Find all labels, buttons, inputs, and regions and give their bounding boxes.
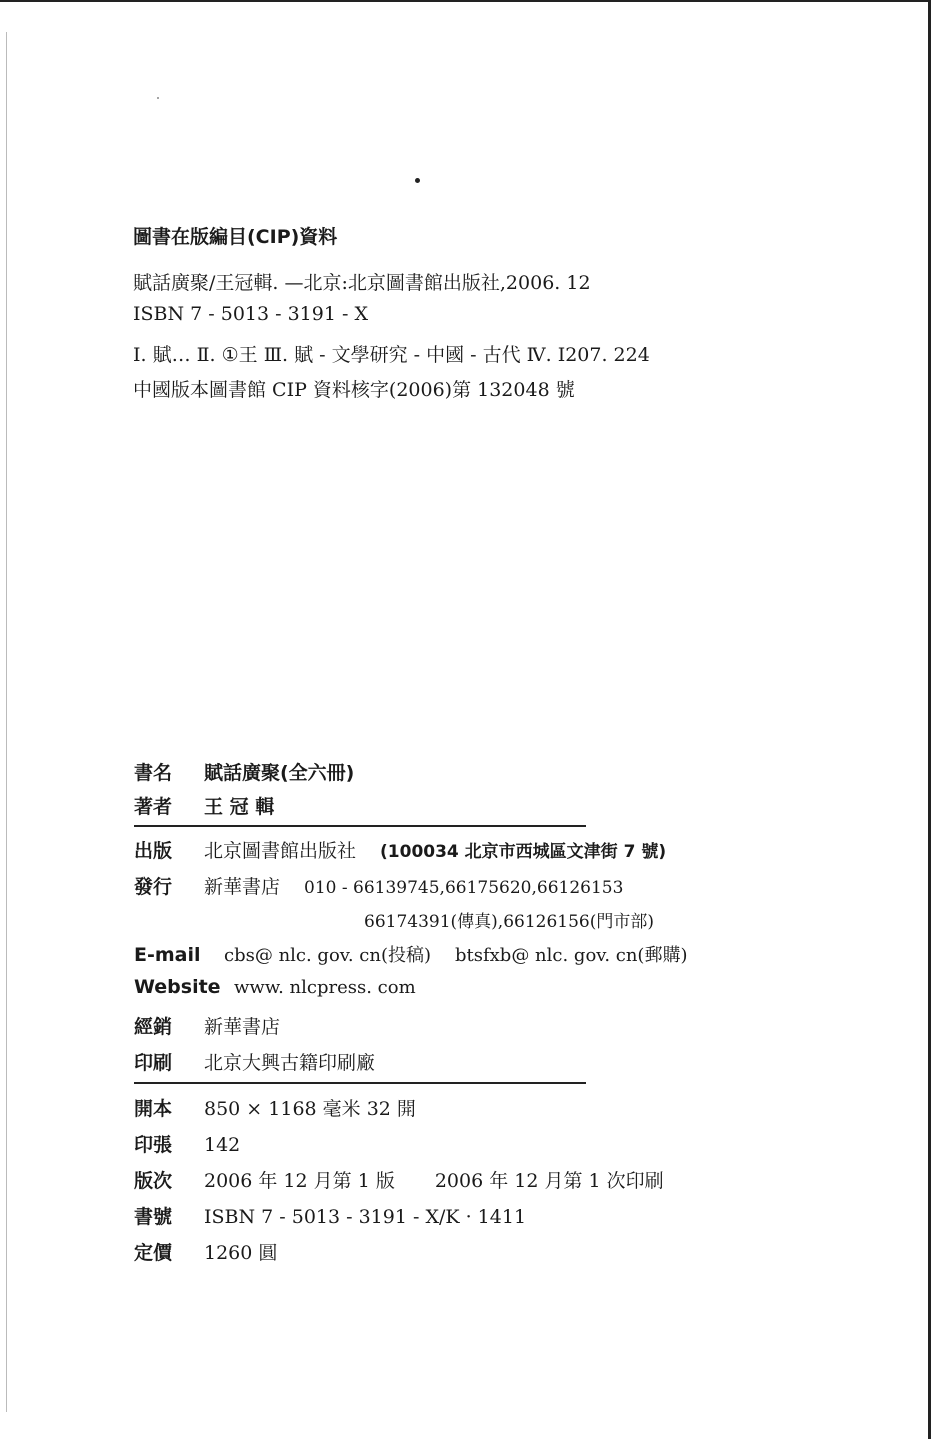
seller-value: 新華書店 [204, 1016, 281, 1038]
cip-classification-line: Ⅰ. 賦… Ⅱ. ①王 Ⅲ. 賦 - 文學研究 - 中國 - 古代 Ⅳ. I207. 224 [133, 344, 650, 366]
sheets-label: 印張 [134, 1134, 173, 1156]
price-row [134, 1238, 277, 1265]
author-row [134, 792, 274, 819]
title-label: 書名 [134, 762, 173, 784]
printer-value: 北京大興古籍印刷廠 [204, 1052, 376, 1074]
email-orders: btsfxb@ nlc. gov. cn(郵購) [455, 945, 688, 966]
publisher-row [134, 836, 666, 863]
isbn-row [134, 1202, 526, 1229]
price-value: 1260 圓 [204, 1242, 278, 1264]
publisher-label: 出版 [134, 840, 173, 862]
speck-dot [157, 97, 159, 99]
seller-row [134, 1012, 280, 1039]
title-value: 賦話廣聚(全六冊) [204, 762, 355, 784]
format-label: 開本 [134, 1098, 173, 1120]
cip-isbn-line: ISBN 7 - 5013 - 3191 - X [133, 303, 368, 325]
distribution-phones-2: 66174391(傳真),66126156(門市部) [364, 912, 654, 932]
email-label: E-mail [134, 944, 201, 966]
isbn-value: ISBN 7 - 5013 - 3191 - X/K · 1411 [204, 1206, 527, 1228]
scan-edge-line [6, 32, 7, 1412]
website-value: www. nlcpress. com [234, 977, 416, 998]
author-label: 著者 [134, 796, 173, 818]
price-label: 定價 [134, 1242, 173, 1264]
printer-row [134, 1048, 375, 1075]
publisher-address: (100034 北京市西城區文津街 7 號) [380, 842, 667, 862]
printer-label: 印刷 [134, 1052, 173, 1074]
edition-row [134, 1166, 664, 1193]
isbn-label: 書號 [134, 1206, 173, 1228]
sheets-row [134, 1130, 240, 1157]
cip-title-line: 賦話廣聚/王冠輯. —北京:北京圖書館出版社,2006. 12 [133, 272, 591, 294]
cip-record-line: 中國版本圖書館 CIP 資料核字(2006)第 132048 號 [133, 379, 575, 401]
printing-value: 2006 年 12 月第 1 次印刷 [434, 1170, 664, 1192]
distribution-label: 發行 [134, 876, 173, 898]
title-row [134, 758, 354, 785]
speck-dot [415, 178, 420, 183]
divider-rule-2 [134, 1082, 586, 1084]
cip-heading: 圖書在版編目(CIP)資料 [133, 226, 338, 248]
sheets-value: 142 [204, 1134, 241, 1156]
email-submissions: cbs@ nlc. gov. cn(投稿) [224, 945, 431, 966]
email-row [134, 941, 687, 967]
divider-rule [134, 825, 586, 827]
seller-label: 經銷 [134, 1016, 173, 1038]
publisher-value: 北京圖書館出版社 [204, 840, 357, 862]
website-label: Website [134, 976, 221, 998]
format-value: 850 × 1168 毫米 32 開 [204, 1098, 416, 1120]
distribution-row [134, 872, 623, 899]
edition-value: 2006 年 12 月第 1 版 [204, 1170, 395, 1192]
edition-label: 版次 [134, 1170, 173, 1192]
website-row [134, 976, 416, 998]
distribution-phones: 010 - 66139745,66175620,66126153 [304, 878, 624, 898]
distribution-value: 新華書店 [204, 876, 281, 898]
format-row [134, 1094, 416, 1121]
author-value: 王 冠 輯 [204, 796, 275, 818]
